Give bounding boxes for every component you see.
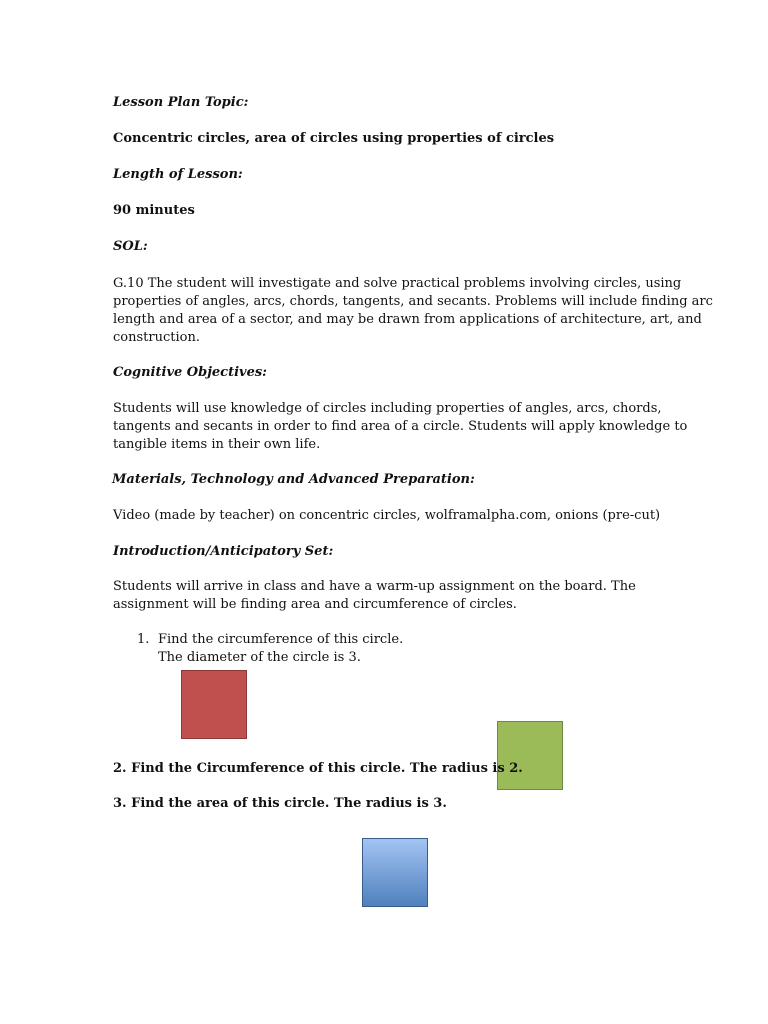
objectives-line: tangents and secants in order to find area of a circle. Students will apply knowledge to <box>113 419 688 434</box>
heading-sol: SOL: <box>113 239 148 254</box>
warmup-item-3: 3. Find the area of this circle. The radius is 3. <box>113 796 447 811</box>
intro-line: assignment will be finding area and circumference of circles. <box>113 597 517 612</box>
red-square-shape <box>181 670 247 739</box>
topic-text: Concentric circles, area of circles using properties of circles <box>113 131 555 146</box>
heading-materials: Materials, Technology and Advanced Preparation: <box>112 472 475 487</box>
heading-lesson-plan-topic: Lesson Plan Topic: <box>113 95 249 110</box>
sol-line: G.10 The student will investigate and solve practical problems involving circles, using <box>113 276 682 291</box>
sol-line: properties of angles, arcs, chords, tangents, and secants. Problems will include finding arc <box>113 294 713 309</box>
warmup-item-2: 2. Find the Circumference of this circle. The radius is 2. <box>113 761 523 776</box>
list-item-line: Find the circumference of this circle. <box>158 632 404 647</box>
materials-text: Video (made by teacher) on concentric circles, wolframalpha.com, onions (pre-cut) <box>113 508 661 523</box>
blue-square-shape <box>362 838 428 907</box>
green-square-shape <box>497 721 563 790</box>
heading-length-of-lesson: Length of Lesson: <box>113 167 243 182</box>
list-item-line: The diameter of the circle is 3. <box>158 650 361 665</box>
objectives-line: tangible items in their own life. <box>113 437 321 452</box>
heading-introduction: Introduction/Anticipatory Set: <box>113 544 334 559</box>
sol-line: length and area of a sector, and may be drawn from applications of architecture, art, and <box>113 312 702 327</box>
objectives-line: Students will use knowledge of circles including properties of angles, arcs, chords, <box>113 401 662 416</box>
list-number: 1. <box>137 632 150 647</box>
heading-cognitive-objectives: Cognitive Objectives: <box>113 365 267 380</box>
intro-line: Students will arrive in class and have a warm-up assignment on the board. The <box>113 579 636 594</box>
length-text: 90 minutes <box>113 203 195 218</box>
sol-line: construction. <box>113 330 200 345</box>
